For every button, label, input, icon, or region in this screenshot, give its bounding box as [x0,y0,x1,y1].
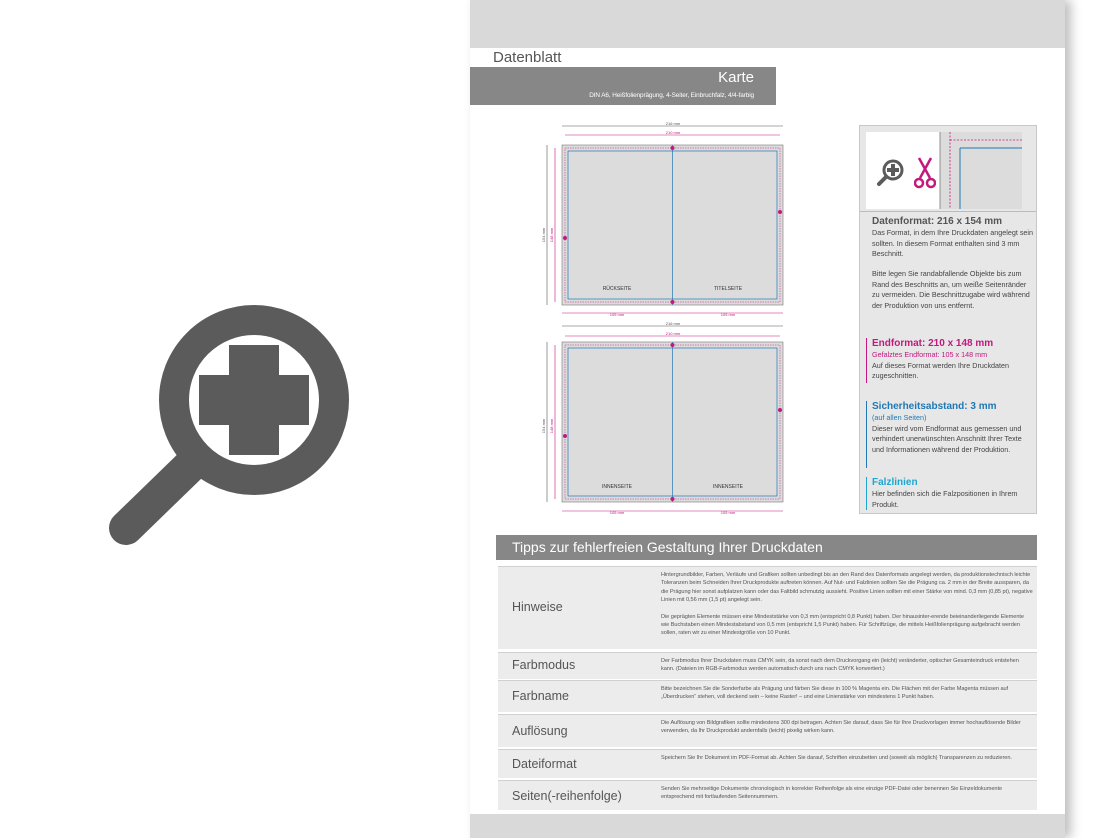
panel-label-back: RÜCKSEITE [602,286,632,292]
tips-row-aufloesung [498,714,1037,747]
endformat-text: Auf dieses Format werden Ihre Druckdaten zugeschnitten. [872,360,1010,380]
format-diagram [525,120,800,520]
dim-height-total: 154 mm [541,227,546,243]
dim-left-half: 105 mm [609,510,625,515]
datenformat-title: Datenformat: 216 x 154 mm [872,216,1003,227]
diagram-top [541,121,783,317]
falz-title: Falzlinien [872,477,918,488]
row-text-p1: Hintergrundbilder, Farben, Verläufe und Grafiken sollten unbedingt bis an den Rand des Datenformats angelegt werden, da produktionstechnisch leichte Toleranzen beim Schneiden Ihrer Druckprodukte auftreten können. Auf Nut- und Falzlinien sollten Sie die Prägung ca. 2 mm in der Breite aussparen, da die Prägung hier sonst aufplatzen kann oder das Faltbild schmutzig aussieht. Positive Linien sollten mit einer Stärke von mind. 0,3 mm (0,85 pt), negative Linien mit 0,56 mm (1,5 pt) angelegt sein. [661,572,1033,604]
panel-label-inside-left: INNENSEITE [601,484,633,490]
tips-row-dateiformat [498,749,1037,778]
dim-height-final: 148 mm [549,227,554,243]
row-label: Dateiformat [512,757,577,771]
row-label: Seiten(-reihenfolge) [512,789,622,803]
endformat-block [872,338,1034,382]
datasheet-page [470,0,1065,838]
panel-label-inside-right: INNENSEITE [712,484,744,490]
panel-label-title: TITELSEITE [713,286,743,292]
product-title: Karte [718,69,754,86]
row-text-p2: Die geprägten Elemente müssen eine Mindeststärke von 0,3 mm (entspricht 0,8 Punkt) haben. Der hinausinter-erende beieinanderliegende Elemente wie Buchstaben einen Mindestabstand von 0,5 mm (entspricht 1,5 Punkt) haben. Für Schriftzüge, die mittels Heißfolienprägung aufgebracht werden sollen, raten wir zu einer Mindestgröße von 10 Punkt. [661,613,1024,637]
row-text [661,571,1033,638]
dim-right-half: 105 mm [720,510,736,515]
falz-text: Hier befinden sich die Falzpositionen in Ihrem Produkt. [872,489,1018,509]
tips-heading: Tipps zur fehlerfreien Gestaltung Ihrer Druckdaten [496,535,1037,560]
row-label: Farbmodus [512,658,576,672]
dim-width-total: 216 mm [665,121,681,126]
product-subtitle: DIN A6, Heißfolienprägung, 4-Seiter, Einbruchfalz, 4/4-farbig [589,92,754,99]
dim-width-final: 210 mm [665,130,681,135]
sicherheit-marker [866,401,867,468]
row-label: Farbname [512,689,569,703]
dim-height-final: 148 mm [549,418,554,434]
row-text: Der Farbmodus Ihrer Druckdaten muss CMYK sein, da sonst nach dem Druckvorgang ein (leicht) veränderter, optischer Gesamteindruck entstehen kann. (Dateien im RGB-Farbmodus werden automatisch durch uns nach CMYK konvertiert.) [661,658,1019,673]
row-label: Auflösung [512,724,568,738]
format-info-panel [859,125,1037,514]
scissors-icon [914,156,936,190]
beschnitt-text: Bitte legen Sie randabfallende Objekte bis zum Rand des Beschnitts an, um weiße Seitenränder zu vermeiden. Die Beschnittzugabe wird während der Produktion von uns entfernt. [872,269,1030,310]
datasheet-tab: Datenblatt [470,48,591,68]
tips-row-seiten [498,780,1037,810]
info-preview [866,132,1022,209]
sicherheit-subtitle: (auf allen Seiten) [872,413,927,422]
zoom-in-icon[interactable] [104,290,364,550]
row-label: Hinweise [512,600,563,614]
page-top-margin [470,0,1065,48]
beschnitt-block [872,269,1034,311]
dim-width-total: 216 mm [665,321,681,326]
dim-height-total: 154 mm [541,418,546,434]
endformat-marker [866,338,867,383]
row-text: Speichern Sie Ihr Dokument im PDF-Format ab. Achten Sie darauf, Schriften einzubetten und (soweit als möglich) Transparenzen zu reduzieren. [661,755,1012,761]
dim-right-half: 105 mm [720,312,736,317]
dim-width-final: 210 mm [665,331,681,336]
product-header [470,67,776,105]
sicherheit-title: Sicherheitsabstand: 3 mm [872,401,997,412]
endformat-subtitle: Gefalztes Endformat: 105 x 148 mm [872,350,988,359]
row-text: Bitte bezeichnen Sie die Sonderfarbe als Prägung und färben Sie diese in 100 % Magenta ein. Die Flächen mit der Farbe Magenta müssen auf „Überdrucken“ stehen, voll deckend sein – keine Raster! – und eine Linienstärke von mindestens 1 Punkt haben. [661,686,1009,701]
tips-row-farbmodus [498,652,1037,679]
tips-row-hinweise [498,566,1037,649]
info-divider [860,211,1036,212]
datenformat-text: Das Format, in dem Ihre Druckdaten angelegt sein sollten. In diesem Format enthalten sind 3 mm Beschnitt. [872,228,1033,258]
diagram-bottom [541,321,783,515]
endformat-title: Endformat: 210 x 148 mm [872,338,994,349]
page-bottom-margin [470,814,1065,838]
falz-marker [866,477,867,510]
sicherheit-block [872,401,1034,455]
tips-row-farbname [498,680,1037,712]
zoom-in-icon[interactable] [876,158,906,188]
dim-left-half: 105 mm [609,312,625,317]
sicherheit-text: Dieser wird vom Endformat aus gemessen und verhindert unerwünschten Anschnitt Ihrer Texte und Informationen während der Produktion. [872,423,1022,454]
row-text: Senden Sie mehrseitige Dokumente chronologisch in korrekter Reihenfolge als eine einzige PDF-Datei oder benennen Sie Einzeldokumente entsprechend mit fortlaufenden Seitennummern. [661,786,1003,801]
datenformat-block [872,216,1034,260]
falz-block [872,477,1034,510]
row-text: Die Auflösung von Bildgrafiken sollte mindestens 300 dpi betragen. Achten Sie darauf, dass Sie für Ihre Druckvorlagen immer hochauflösende Bilder verwenden, da Ihr Druckprodukt andernfalls (leicht) pixelig wirken kann. [661,720,1021,735]
